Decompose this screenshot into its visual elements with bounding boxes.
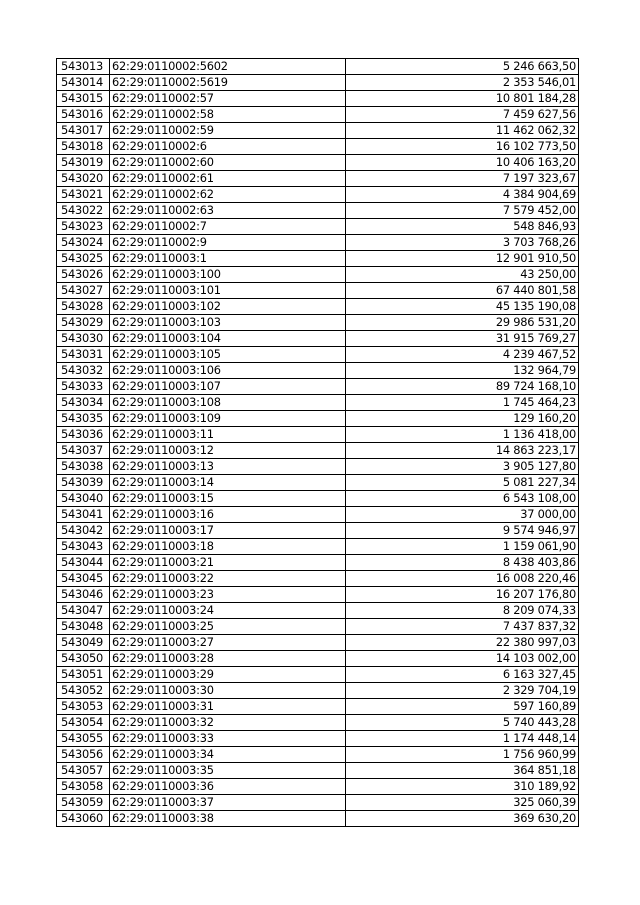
cadastral-number-cell: 62:29:0110003:18: [110, 539, 346, 555]
row-id-cell: 543021: [57, 187, 110, 203]
cadastral-value-cell: 14 863 223,17: [346, 443, 579, 459]
cadastral-number-cell: 62:29:0110003:27: [110, 635, 346, 651]
table-row: [57, 171, 579, 187]
row-id-cell: 543034: [57, 395, 110, 411]
cadastral-value-cell: 16 008 220,46: [346, 571, 579, 587]
row-id-cell: 543042: [57, 523, 110, 539]
cadastral-number-cell: 62:29:0110003:13: [110, 459, 346, 475]
row-id-cell: 543057: [57, 763, 110, 779]
table-row: [57, 571, 579, 587]
cadastral-number-cell: 62:29:0110002:58: [110, 107, 346, 123]
row-id-cell: 543015: [57, 91, 110, 107]
table-row: [57, 379, 579, 395]
cadastral-value-cell: 325 060,39: [346, 795, 579, 811]
cadastral-value-cell: 364 851,18: [346, 763, 579, 779]
row-id-cell: 543039: [57, 475, 110, 491]
cadastral-number-cell: 62:29:0110003:15: [110, 491, 346, 507]
cadastral-number-cell: 62:29:0110003:103: [110, 315, 346, 331]
table-row: [57, 555, 579, 571]
row-id-cell: 543028: [57, 299, 110, 315]
cadastral-value-cell: 7 437 837,32: [346, 619, 579, 635]
table-row: [57, 635, 579, 651]
cadastral-value-cell: 14 103 002,00: [346, 651, 579, 667]
cadastral-number-cell: 62:29:0110003:35: [110, 763, 346, 779]
cadastral-value-cell: 5 246 663,50: [346, 59, 579, 75]
table-row: [57, 491, 579, 507]
table-row: [57, 395, 579, 411]
cadastral-value-cell: 1 136 418,00: [346, 427, 579, 443]
cadastral-value-cell: 16 207 176,80: [346, 587, 579, 603]
cadastral-value-cell: 29 986 531,20: [346, 315, 579, 331]
table-row: [57, 123, 579, 139]
cadastral-number-cell: 62:29:0110003:24: [110, 603, 346, 619]
table-row: [57, 795, 579, 811]
cadastral-value-cell: 2 353 546,01: [346, 75, 579, 91]
table-row: [57, 763, 579, 779]
cadastral-value-cell: 67 440 801,58: [346, 283, 579, 299]
cadastral-value-cell: 369 630,20: [346, 811, 579, 827]
cadastral-number-cell: 62:29:0110003:100: [110, 267, 346, 283]
cadastral-value-cell: 12 901 910,50: [346, 251, 579, 267]
row-id-cell: 543045: [57, 571, 110, 587]
table-row: [57, 219, 579, 235]
cadastral-value-cell: 1 745 464,23: [346, 395, 579, 411]
cadastral-number-cell: 62:29:0110003:105: [110, 347, 346, 363]
cadastral-number-cell: 62:29:0110002:5619: [110, 75, 346, 91]
cadastral-value-cell: 43 250,00: [346, 267, 579, 283]
row-id-cell: 543033: [57, 379, 110, 395]
cadastral-value-cell: 310 189,92: [346, 779, 579, 795]
row-id-cell: 543056: [57, 747, 110, 763]
cadastral-number-cell: 62:29:0110002:6: [110, 139, 346, 155]
cadastral-number-cell: 62:29:0110003:23: [110, 587, 346, 603]
table-row: [57, 443, 579, 459]
table-row: [57, 523, 579, 539]
cadastral-number-cell: 62:29:0110003:38: [110, 811, 346, 827]
cadastral-number-cell: 62:29:0110003:14: [110, 475, 346, 491]
cadastral-number-cell: 62:29:0110002:63: [110, 203, 346, 219]
cadastral-number-cell: 62:29:0110003:21: [110, 555, 346, 571]
cadastral-number-cell: 62:29:0110003:31: [110, 699, 346, 715]
cadastral-value-cell: 6 163 327,45: [346, 667, 579, 683]
cadastral-number-cell: 62:29:0110003:108: [110, 395, 346, 411]
cadastral-value-cell: 1 159 061,90: [346, 539, 579, 555]
row-id-cell: 543037: [57, 443, 110, 459]
cadastral-number-cell: 62:29:0110003:101: [110, 283, 346, 299]
row-id-cell: 543013: [57, 59, 110, 75]
cadastral-number-cell: 62:29:0110003:22: [110, 571, 346, 587]
cadastral-value-cell: 548 846,93: [346, 219, 579, 235]
cadastral-value-cell: 4 384 904,69: [346, 187, 579, 203]
cadastral-number-cell: 62:29:0110003:102: [110, 299, 346, 315]
cadastral-value-cell: 6 543 108,00: [346, 491, 579, 507]
row-id-cell: 543046: [57, 587, 110, 603]
row-id-cell: 543022: [57, 203, 110, 219]
row-id-cell: 543044: [57, 555, 110, 571]
table-row: [57, 731, 579, 747]
cadastral-value-cell: 3 905 127,80: [346, 459, 579, 475]
table-row: [57, 475, 579, 491]
cadastral-number-cell: 62:29:0110003:11: [110, 427, 346, 443]
table-row: [57, 587, 579, 603]
row-id-cell: 543026: [57, 267, 110, 283]
row-id-cell: 543041: [57, 507, 110, 523]
cadastral-number-cell: 62:29:0110003:25: [110, 619, 346, 635]
table-row: [57, 683, 579, 699]
table-row: [57, 75, 579, 91]
row-id-cell: 543049: [57, 635, 110, 651]
table-row: [57, 699, 579, 715]
table-row: [57, 667, 579, 683]
table-row: [57, 283, 579, 299]
cadastral-number-cell: 62:29:0110002:7: [110, 219, 346, 235]
cadastral-number-cell: 62:29:0110003:1: [110, 251, 346, 267]
table-body: [57, 59, 579, 827]
cadastral-number-cell: 62:29:0110003:30: [110, 683, 346, 699]
cadastral-value-cell: 11 462 062,32: [346, 123, 579, 139]
cadastral-value-cell: 2 329 704,19: [346, 683, 579, 699]
table-row: [57, 91, 579, 107]
cadastral-number-cell: 62:29:0110003:36: [110, 779, 346, 795]
cadastral-number-cell: 62:29:0110003:12: [110, 443, 346, 459]
cadastral-number-cell: 62:29:0110002:62: [110, 187, 346, 203]
cadastral-number-cell: 62:29:0110002:9: [110, 235, 346, 251]
row-id-cell: 543016: [57, 107, 110, 123]
row-id-cell: 543048: [57, 619, 110, 635]
row-id-cell: 543018: [57, 139, 110, 155]
cadastral-value-cell: 10 406 163,20: [346, 155, 579, 171]
cadastral-number-cell: 62:29:0110003:109: [110, 411, 346, 427]
table-row: [57, 235, 579, 251]
cadastral-value-cell: 5 081 227,34: [346, 475, 579, 491]
table-row: [57, 619, 579, 635]
cadastral-number-cell: 62:29:0110003:104: [110, 331, 346, 347]
cadastral-number-cell: 62:29:0110003:107: [110, 379, 346, 395]
row-id-cell: 543035: [57, 411, 110, 427]
row-id-cell: 543029: [57, 315, 110, 331]
table-row: [57, 539, 579, 555]
cadastral-number-cell: 62:29:0110002:57: [110, 91, 346, 107]
cadastral-number-cell: 62:29:0110002:5602: [110, 59, 346, 75]
row-id-cell: 543019: [57, 155, 110, 171]
cadastral-number-cell: 62:29:0110003:106: [110, 363, 346, 379]
row-id-cell: 543054: [57, 715, 110, 731]
cadastral-number-cell: 62:29:0110003:37: [110, 795, 346, 811]
table-row: [57, 715, 579, 731]
table-row: [57, 603, 579, 619]
row-id-cell: 543031: [57, 347, 110, 363]
cadastral-value-cell: 3 703 768,26: [346, 235, 579, 251]
table-row: [57, 155, 579, 171]
row-id-cell: 543059: [57, 795, 110, 811]
row-id-cell: 543040: [57, 491, 110, 507]
cadastral-value-cell: 1 174 448,14: [346, 731, 579, 747]
cadastral-value-cell: 8 438 403,86: [346, 555, 579, 571]
row-id-cell: 543052: [57, 683, 110, 699]
cadastral-value-cell: 132 964,79: [346, 363, 579, 379]
table-row: [57, 779, 579, 795]
cadastral-value-cell: 9 574 946,97: [346, 523, 579, 539]
cadastral-value-cell: 45 135 190,08: [346, 299, 579, 315]
table-row: [57, 747, 579, 763]
table-row: [57, 651, 579, 667]
cadastral-value-cell: 7 197 323,67: [346, 171, 579, 187]
table-row: [57, 267, 579, 283]
cadastral-value-cell: 89 724 168,10: [346, 379, 579, 395]
cadastral-value-cell: 10 801 184,28: [346, 91, 579, 107]
row-id-cell: 543053: [57, 699, 110, 715]
row-id-cell: 543047: [57, 603, 110, 619]
row-id-cell: 543017: [57, 123, 110, 139]
table-row: [57, 507, 579, 523]
row-id-cell: 543050: [57, 651, 110, 667]
cadastral-number-cell: 62:29:0110002:60: [110, 155, 346, 171]
table-row: [57, 411, 579, 427]
row-id-cell: 543025: [57, 251, 110, 267]
row-id-cell: 543036: [57, 427, 110, 443]
row-id-cell: 543032: [57, 363, 110, 379]
cadastral-number-cell: 62:29:0110002:59: [110, 123, 346, 139]
table-row: [57, 331, 579, 347]
cadastral-number-cell: 62:29:0110003:29: [110, 667, 346, 683]
table-row: [57, 347, 579, 363]
row-id-cell: 543014: [57, 75, 110, 91]
cadastral-value-cell: 7 459 627,56: [346, 107, 579, 123]
cadastral-number-cell: 62:29:0110003:33: [110, 731, 346, 747]
cadastral-number-cell: 62:29:0110003:28: [110, 651, 346, 667]
cadastral-value-cell: 4 239 467,52: [346, 347, 579, 363]
cadastral-value-table: [56, 58, 579, 827]
cadastral-number-cell: 62:29:0110003:32: [110, 715, 346, 731]
row-id-cell: 543051: [57, 667, 110, 683]
row-id-cell: 543038: [57, 459, 110, 475]
row-id-cell: 543043: [57, 539, 110, 555]
cadastral-value-cell: 5 740 443,28: [346, 715, 579, 731]
row-id-cell: 543027: [57, 283, 110, 299]
table-row: [57, 107, 579, 123]
row-id-cell: 543030: [57, 331, 110, 347]
cadastral-number-cell: 62:29:0110003:34: [110, 747, 346, 763]
cadastral-number-cell: 62:29:0110003:17: [110, 523, 346, 539]
table-row: [57, 427, 579, 443]
table-row: [57, 203, 579, 219]
table-row: [57, 459, 579, 475]
table-row: [57, 251, 579, 267]
table-row: [57, 139, 579, 155]
table-row: [57, 299, 579, 315]
cadastral-value-cell: 37 000,00: [346, 507, 579, 523]
row-id-cell: 543058: [57, 779, 110, 795]
cadastral-value-cell: 597 160,89: [346, 699, 579, 715]
cadastral-number-cell: 62:29:0110002:61: [110, 171, 346, 187]
cadastral-value-cell: 1 756 960,99: [346, 747, 579, 763]
table-row: [57, 59, 579, 75]
cadastral-value-cell: 8 209 074,33: [346, 603, 579, 619]
row-id-cell: 543023: [57, 219, 110, 235]
table-row: [57, 811, 579, 827]
cadastral-value-cell: 16 102 773,50: [346, 139, 579, 155]
table-row: [57, 315, 579, 331]
cadastral-value-cell: 7 579 452,00: [346, 203, 579, 219]
row-id-cell: 543060: [57, 811, 110, 827]
table-row: [57, 187, 579, 203]
cadastral-value-cell: 31 915 769,27: [346, 331, 579, 347]
row-id-cell: 543055: [57, 731, 110, 747]
row-id-cell: 543020: [57, 171, 110, 187]
table-row: [57, 363, 579, 379]
cadastral-number-cell: 62:29:0110003:16: [110, 507, 346, 523]
cadastral-value-cell: 129 160,20: [346, 411, 579, 427]
cadastral-value-cell: 22 380 997,03: [346, 635, 579, 651]
row-id-cell: 543024: [57, 235, 110, 251]
